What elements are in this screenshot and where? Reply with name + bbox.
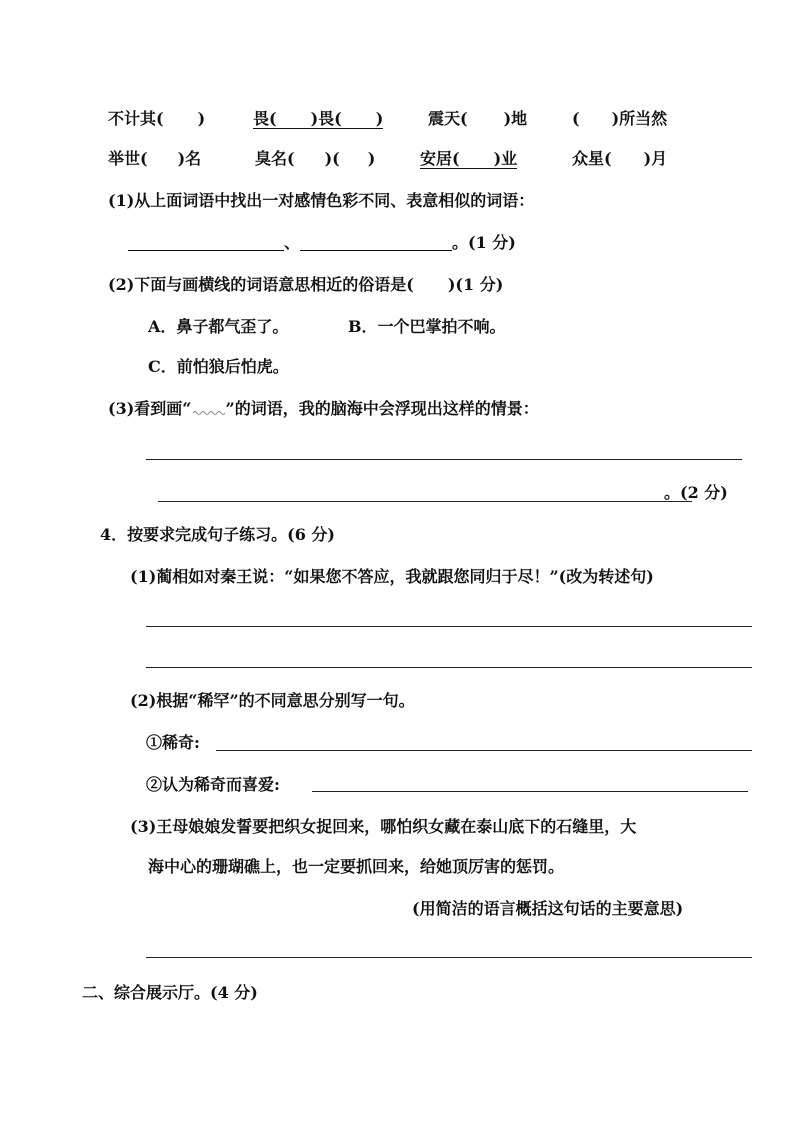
idiom-text: 震天( )地 — [428, 109, 528, 128]
answer-blank[interactable] — [128, 234, 284, 251]
sentence-3-line-2: 海中心的珊瑚礁上，也一定要抓回来，给她顶厉害的惩罚。 — [148, 857, 565, 876]
answer-line[interactable] — [158, 501, 692, 502]
sentence-2a-label: ①稀奇: — [146, 733, 200, 752]
answer-blank[interactable] — [300, 234, 452, 251]
wavy-underline-icon — [191, 400, 225, 416]
section-2-title: 二、综合展示厅。(4 分) — [82, 983, 258, 1002]
question-1-prompt: (1)从上面词语中找出一对感情色彩不同、表意相似的词语： — [108, 191, 535, 210]
idiom-text: 臭名( )( ) — [255, 149, 376, 168]
answer-line[interactable] — [146, 459, 742, 460]
sentence-3-line-1: (3)王母娘娘发誓要把织女捉回来，哪怕织女藏在泰山底下的石缝里，大 — [130, 817, 637, 836]
option-b: B．一个巴掌拍不响。 — [348, 317, 506, 336]
answer-line[interactable] — [216, 750, 752, 751]
answer-line[interactable] — [146, 667, 752, 668]
answer-line[interactable] — [146, 626, 752, 627]
idiom-text: 不计其( — [108, 109, 164, 128]
idiom-row-1: 不计其( ) — [108, 109, 206, 128]
sentence-1-prompt: (1)蔺相如对秦王说：“如果您不答应，我就跟您同归于尽！”(改为转述句) — [130, 567, 654, 586]
question-1-answer-row: 、 。(1 分) — [128, 232, 516, 254]
idiom-underlined — [420, 148, 517, 170]
answer-line[interactable] — [312, 791, 748, 792]
option-a: A．鼻子都气歪了。 — [148, 317, 289, 336]
idiom-text: 举世( )名 — [108, 149, 202, 168]
idiom-text: ( )所当然 — [572, 109, 668, 128]
section-4-title: 4．按要求完成句子练习。(6 分) — [100, 525, 335, 544]
sentence-2-prompt: (2)根据“稀罕”的不同意思分别写一句。 — [130, 691, 415, 710]
question-2-prompt: (2)下面与画横线的词语意思相近的俗语是( )(1 分) — [108, 275, 504, 294]
score-label: 。(1 分) — [452, 233, 516, 252]
idiom-underlined-text: 畏( )畏( ) — [253, 109, 384, 128]
idiom-text: 众星( )月 — [572, 149, 668, 168]
idiom-underlined — [253, 108, 383, 130]
sentence-2b-label: ②认为稀奇而喜爱: — [146, 775, 280, 794]
idiom-underlined-text: 安居( )业 — [420, 149, 518, 168]
answer-line[interactable] — [146, 957, 752, 958]
score-label: 。(2 分) — [664, 483, 728, 502]
sentence-3-instruction: (用简洁的语言概括这句话的主要意思) — [412, 899, 684, 918]
question-3-prompt: (3)看到画“ ”的词语，我的脑海中会浮现出这样的情景： — [108, 399, 539, 418]
option-c: C．前怕狼后怕虎。 — [148, 357, 289, 376]
